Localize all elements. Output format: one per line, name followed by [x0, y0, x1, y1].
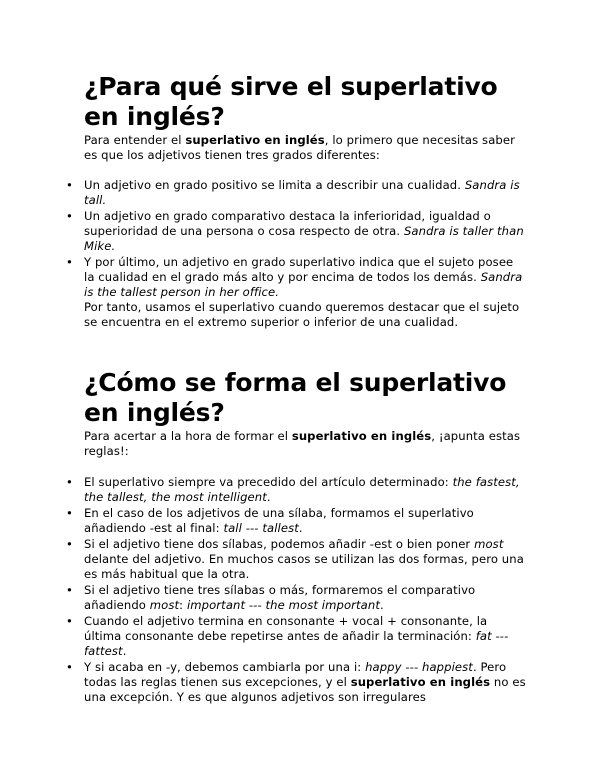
item-text: . — [298, 521, 303, 535]
item-text: . — [266, 490, 271, 504]
formation-rules-list — [66, 475, 526, 706]
list-item — [66, 209, 526, 254]
item-text: Si el adjetivo tiene tres sílabas o más, formaremos el comparativo añadiendo — [84, 583, 476, 612]
bullet-icon: • — [66, 506, 73, 520]
bullet-icon: • — [66, 583, 73, 597]
intro-text: Para acertar a la hora de formar el — [84, 429, 292, 443]
item-text: delante del adjetivo. En muchos casos se utilizan las dos formas, pero una es más habitual que la otra. — [84, 552, 524, 581]
item-example: the fastest, the tallest, the most intelligent — [84, 475, 520, 504]
item-example: most — [474, 537, 504, 551]
item-text: Un adjetivo en grado comparativo destaca la inferioridad, igualdad o superioridad de una persona o cosa respecto de otra. — [84, 209, 491, 238]
item-text: Un adjetivo en grado positivo se limita a describir una cualidad. — [84, 178, 465, 192]
item-text: Si el adjetivo tiene dos sílabas, podemos añadir -est o bien poner — [84, 537, 475, 551]
list-item — [66, 475, 526, 505]
item-text: El superlativo siempre va precedido del artículo determinado: — [84, 475, 453, 489]
intro-paragraph-1 — [84, 133, 524, 163]
bullet-icon: • — [66, 178, 73, 192]
bullet-icon: • — [66, 614, 73, 628]
item-example: fat --- fattest — [84, 629, 509, 658]
item-text: no es una excepción. Y es que algunos adjetivos son irregulares — [84, 675, 526, 704]
list-item — [66, 614, 526, 659]
item-text: : — [179, 598, 187, 612]
intro-paragraph-2 — [84, 429, 524, 459]
intro-text: , ¡apunta estas reglas!: — [84, 429, 521, 458]
item-example: happy --- happiest — [365, 660, 473, 674]
bullet-icon: • — [66, 660, 73, 674]
list-item — [66, 583, 526, 613]
item-example: Sandra is the tallest person in her office. — [84, 270, 523, 299]
item-text: . Pero todas las reglas tienen sus excepciones, y el — [84, 660, 507, 689]
item-text: En el caso de los adjetivos de una sílaba, formamos el superlativo añadiendo -est al final: — [84, 506, 474, 535]
item-example: tall --- tallest — [223, 521, 299, 535]
item-example: most — [149, 598, 180, 612]
heading-superlative-purpose: ¿Para qué sirve el superlativo en inglés? — [84, 72, 498, 131]
item-text: Y por último, un adjetivo en grado superlativo indica que el sujeto posee la cualidad en el grado más alto y por encima de todos los demás. — [84, 255, 514, 284]
intro-bold-term: superlativo en inglés — [185, 133, 325, 147]
item-continuation: Por tanto, usamos el superlativo cuando queremos destacar que el sujeto se encuentra en el extremo superior o inferior de una cualidad. — [84, 300, 520, 329]
list-item — [66, 537, 526, 582]
bullet-icon: • — [66, 209, 73, 223]
item-example: Sandra is taller than Mike. — [84, 224, 524, 253]
list-item — [66, 660, 526, 705]
list-item — [66, 178, 526, 208]
list-item — [66, 506, 526, 536]
bullet-icon: • — [66, 475, 73, 489]
item-example: important --- the most important — [186, 598, 380, 612]
item-text: Y si acaba en -y, debemos cambiarla por una i: — [84, 660, 366, 674]
heading-superlative-formation: ¿Cómo se forma el superlativo en inglés? — [84, 368, 507, 427]
item-bold-term: superlativo en inglés — [350, 675, 491, 689]
intro-text: Para entender el — [84, 133, 186, 147]
bullet-icon: • — [66, 255, 73, 269]
intro-text: , lo primero que necesitas saber es que los adjetivos tienen tres grados diferentes: — [84, 133, 515, 162]
item-example: Sandra is tall. — [84, 178, 520, 207]
list-item — [66, 255, 526, 330]
item-text: . — [122, 644, 127, 658]
adjective-degrees-list — [66, 178, 526, 331]
bullet-icon: • — [66, 537, 73, 551]
item-text: Cuando el adjetivo termina en consonante + vocal + consonante, la última consonante debe repetirse antes de añadir la terminación: — [84, 614, 488, 643]
intro-bold-term: superlativo en inglés — [291, 429, 432, 443]
item-text: . — [380, 598, 384, 612]
